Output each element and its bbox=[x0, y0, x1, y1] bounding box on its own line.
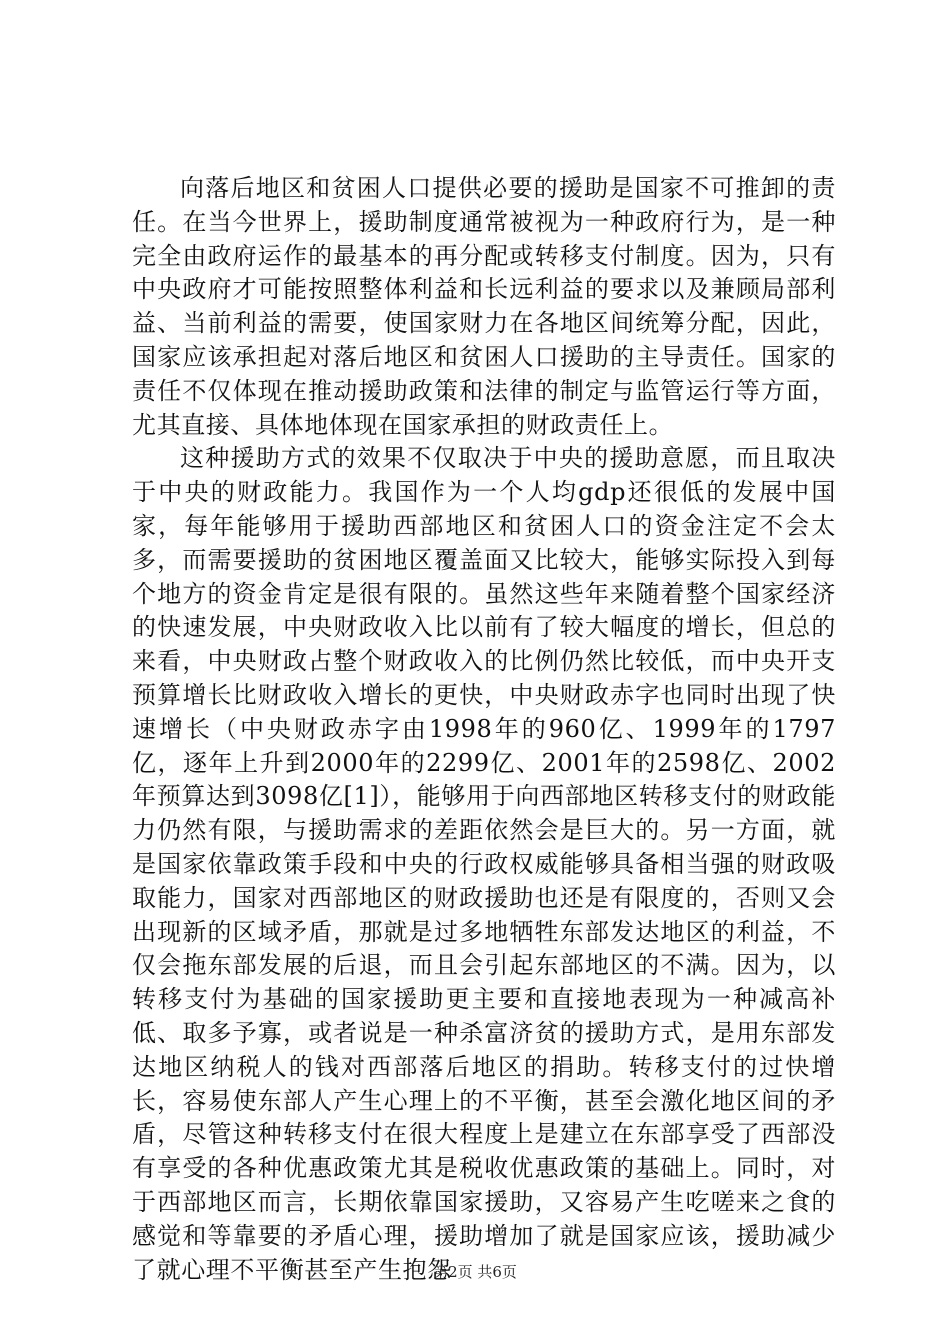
page-footer bbox=[0, 1263, 950, 1281]
document-body bbox=[132, 172, 836, 1287]
paragraph-1: 向落后地区和贫困人口提供必要的援助是国家不可推卸的责任。在当今世界上，援助制度通常被视为一种政府行为，是一种完全由政府运作的最基本的再分配或转移支付制度。因为，只有中央政府才可能按照整体利益和长远利益的要求以及兼顾局部利益、当前利益的需要，使国家财力在各地区间统筹分配，因此，国家应该承担起对落后地区和贫困人口援助的主导责任。国家的责任不仅体现在推动援助政策和法律的制定与监管运行等方面，尤其直接、具体地体现在国家承担的财政责任上。 bbox=[132, 174, 836, 439]
page-number: 第2页 共6页 bbox=[433, 1263, 517, 1281]
paragraph-2: 这种援助方式的效果不仅取决于中央的援助意愿，而且取决于中央的财政能力。我国作为一个人均gdp还很低的发展中国家，每年能够用于援助西部地区和贫困人口的资金注定不会太多，而需要援助的贫困地区覆盖面又比较大，能够实际投入到每个地方的资金肯定是很有限的。虽然这些年来随着整个国家经济的快速发展，中央财政收入比以前有了较大幅度的增长，但总的来看，中央财政占整个财政收入的比例仍然比较低，而中央开支预算增长比财政收入增长的更快，中央财政赤字也同时出现了快速增长（中央财政赤字由1998年的960亿、1999年的1797亿，逐年上升到2000年的2299亿、2001年的2598亿、2002年预算达到3098亿[1]），能够用于向西部地区转移支付的财政能力仍然有限，与援助需求的差距依然会是巨大的。另一方面，就是国家依靠政策手段和中央的行政权威能够具备相当强的财政吸取能力，国家对西部地区的财政援助也还是有限度的，否则又会出现新的区域矛盾，那就是过多地牺牲东部发达地区的利益，不仅会拖东部发展的后退，而且会引起东部地区的不满。因为，以转移支付为基础的国家援助更主要和直接地表现为一种减高补低、取多予寡，或者说是一种杀富济贫的援助方式，是用东部发达地区纳税人的钱对西部落后地区的捐助。转移支付的过快增长，容易使东部人产生心理上的不平衡，甚至会激化地区间的矛盾，尽管这种转移支付在很大程度上是建立在东部享受了西部没有享受的各种优惠政策尤其是税收优惠政策的基础上。同时，对于西部地区而言，长期依靠国家援助，又容易产生吃嗟来之食的感觉和等靠要的矛盾心理，援助增加了就是国家应该，援助减少了就心理不平衡甚至产生抱怨 bbox=[132, 444, 836, 1284]
